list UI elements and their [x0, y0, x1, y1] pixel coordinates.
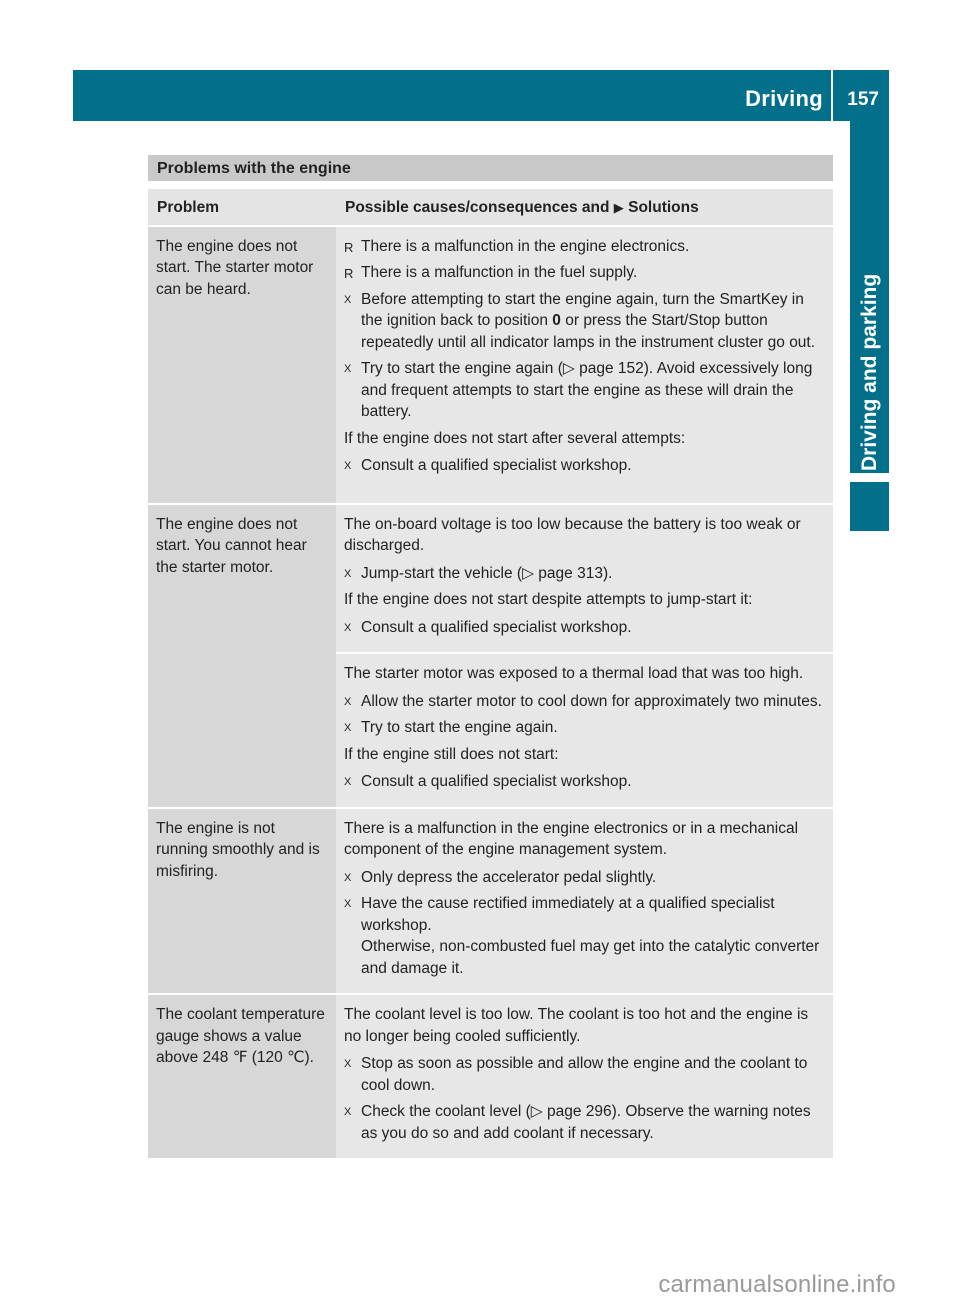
page-number: 157	[847, 89, 879, 110]
list-item: X Try to start the engine again.	[344, 717, 825, 739]
step-arrow-icon: X	[344, 1058, 352, 1070]
solution-cell	[336, 809, 833, 996]
problem-cell: The engine does not start. You cannot hear the starter motor.	[148, 505, 336, 809]
note-text: If the engine does not start despite attempts to jump-start it:	[344, 591, 753, 608]
cause-text: There is a malfunction in the engine electronics or in a mechanical component of the engine management system.	[344, 819, 799, 858]
list-item: X Before attempting to start the engine again, turn the SmartKey in the ignition back to position 0 or press the Start/Stop button repeatedly until all indicator lamps in the instrument cluster go out.	[344, 290, 816, 351]
arrow-icon: ▶	[613, 200, 624, 215]
solution-cell	[336, 505, 833, 655]
problems-table	[148, 189, 833, 1160]
side-tab-gap	[850, 473, 889, 482]
step-arrow-icon: X	[344, 293, 352, 306]
step-arrow-icon: X	[344, 695, 352, 708]
problem-cell: The engine does not start. The starter motor can be heard.	[148, 227, 336, 505]
problem-cell: The coolant temperature gauge shows a value above 248 ℉ (120 ℃).	[148, 995, 336, 1160]
bullet-icon: R	[344, 266, 354, 281]
step-arrow-icon: X	[344, 621, 352, 634]
step-arrow-icon: X	[344, 722, 352, 734]
note-text: If the engine does not start after several attempts:	[344, 429, 686, 447]
page-header	[73, 70, 889, 121]
header-divider	[831, 70, 833, 121]
step-arrow-icon: X	[344, 898, 352, 910]
table-row	[148, 809, 833, 996]
solution-cell	[336, 654, 833, 809]
side-tab-lower	[850, 482, 889, 531]
solution-cell	[336, 227, 833, 505]
col-header-solution-suffix: Solutions	[628, 199, 699, 216]
section-title: Problems with the engine	[148, 155, 833, 181]
step-arrow-icon: X	[344, 871, 352, 884]
col-header-solution-text: Possible causes/consequences and	[345, 199, 610, 216]
table-row	[148, 995, 833, 1160]
problem-cell: The engine is not running smoothly and is misfiring.	[148, 809, 336, 996]
col-header-problem: Problem	[148, 189, 336, 227]
list-item: X Consult a qualified specialist workshop.	[344, 617, 825, 639]
step-arrow-icon: X	[344, 460, 352, 472]
list-item: R There is a malfunction in the fuel supply.	[344, 262, 825, 284]
list-item: X Have the cause rectified immediately at a qualified specialist workshop. Otherwise, non-combusted fuel may get into the catalytic converter and damage it.	[344, 895, 820, 977]
solution-cell	[336, 995, 833, 1160]
table-row	[148, 505, 833, 655]
bullet-icon: R	[344, 239, 354, 255]
table-header-row	[148, 189, 833, 227]
list-item: X Allow the starter motor to cool down for approximately two minutes.	[344, 691, 825, 713]
list-item: X Jump-start the vehicle (▷ page 313).	[344, 563, 825, 585]
step-arrow-icon: X	[344, 776, 352, 788]
step-arrow-icon: X	[344, 1106, 352, 1118]
cause-text: The coolant level is too low. The coolant is too hot and the engine is no longer being cooled sufficiently.	[344, 1006, 809, 1045]
col-header-solution	[336, 189, 833, 227]
table-row	[148, 227, 833, 505]
chapter-title: Driving	[745, 86, 823, 111]
side-tab-label: Driving and parking	[858, 273, 881, 471]
list-item: X Check the coolant level (▷ page 296). Observe the warning notes as you do so and add coolant if necessary.	[344, 1103, 811, 1142]
list-item: R There is a malfunction in the engine electronics.	[344, 236, 825, 258]
list-item: X Consult a qualified specialist workshop.	[344, 455, 825, 477]
list-item: X Only depress the accelerator pedal slightly.	[344, 867, 825, 889]
step-arrow-icon: X	[344, 567, 352, 580]
step-arrow-icon: X	[344, 363, 352, 375]
list-item: X Consult a qualified specialist workshop.	[344, 771, 825, 793]
watermark: carmanualsonline.info	[658, 1271, 896, 1298]
cause-text: The starter motor was exposed to a thermal load that was too high.	[344, 665, 804, 682]
note-text: If the engine still does not start:	[344, 745, 559, 763]
list-item: X Stop as soon as possible and allow the engine and the coolant to cool down.	[344, 1055, 808, 1094]
list-item: X Try to start the engine again (▷ page 152). Avoid excessively long and frequent attempts to start the engine as these will drain the battery.	[344, 360, 813, 420]
cause-text: The on-board voltage is too low because the battery is too weak or discharged.	[344, 515, 801, 554]
